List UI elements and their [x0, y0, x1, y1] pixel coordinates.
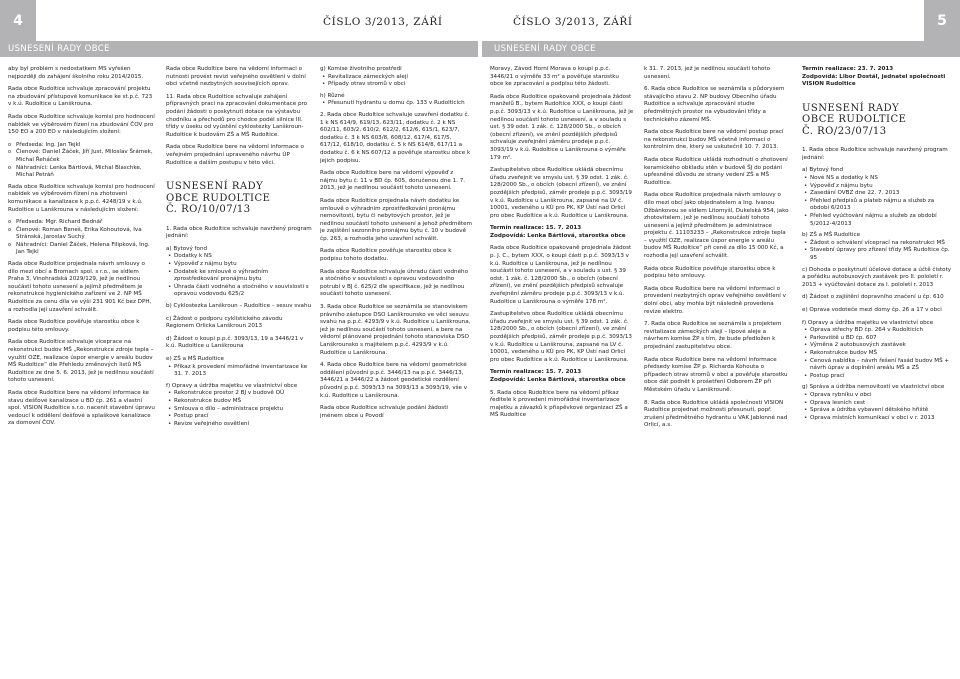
agenda-item-title: c) Dohoda o poskytnutí účelové dotace a účtě čistoty a pořádku autobusových zastávek pro II. pololetí r. 2013 + vyúčtování dotace za I. pololetí r. 2013 — [802, 266, 952, 288]
list-item: • Revitalizace zámeckých alejí — [320, 74, 472, 82]
left-section-bar: USNESENÍ RADY OBCE — [0, 41, 478, 57]
agenda-sublist — [802, 392, 954, 422]
list-item: • Příkaz k provedení mimořádné inventarizace ke 31. 7. 2013 — [166, 364, 312, 379]
paragraph: 11. Rada obce Rudoltice schvaluje zahájení přípravných prací na zpracování dokumentace pro podání žádosti o poskytnutí dotace na výstavbu chodníku a přechodů pro chodce podél silnice III. třídy v úseku od vyústění cyklostezky Lanškroun-Rudoltice k budovám ZŠ a MŠ Rudoltice. — [166, 93, 308, 138]
list-item: • Smlouva o dílo – administrace projektu — [166, 406, 312, 414]
right-page-number: 5 — [924, 0, 960, 41]
paragraph: Rada obce Rudoltice schvaluje komisi pro hodnocení nabídek ve výběrovém řízení na zbudování ČOV pro 150 EO a 200 EO v následujícím složení: — [8, 113, 155, 136]
agenda-item-title: g) Komise životního prostředí — [320, 66, 402, 72]
agenda-sublist — [320, 100, 472, 108]
paragraph: Rada obce Rudoltice schvaluje podání žádosti jménem obce u Povodí — [320, 405, 448, 419]
paragraph: 6. Rada obce Rudoltice se seznámila s půdorysem stávajícího stavu 2. NP budovy Obecního úřadu Rudoltice a schvaluje zpracování studie předmětných prostor na vybudování třídy a technického zázemí MŠ. — [644, 86, 785, 123]
column-3 — [320, 66, 472, 676]
responsible-line: Zodpovídá: Libor Dostál, jednatel společnosti VISION Rudoltice — [802, 73, 946, 88]
list-item: • Přehled vyúčtování nájmu a služeb za období 5/2012-4/2013 — [802, 213, 954, 228]
left-issue-label: ČÍSLO 3/2013, ZÁŘÍ — [323, 16, 443, 28]
agenda-sublist — [802, 327, 954, 380]
column-5 — [644, 66, 790, 676]
list-item: • Správa a údržba vybavení dětského hřiště — [802, 407, 954, 415]
list-item: • Zasedání OVBZ dne 22. 7. 2013 — [802, 190, 954, 198]
list-item: • Rekonstrukce prostor 2 BJ v budově OÚ — [166, 390, 312, 398]
list-item: • Oprava místních komunikací v obci v r. 2013 — [802, 415, 954, 423]
resolution-heading-10-07-13 — [166, 181, 312, 216]
paragraph: 5. Rada obce Rudoltice bere na vědomí příkaz ředitele k provedení mimořádné inventarizace majetku a závazků k přispěvkové organizaci ZŠ a MŠ Rudoltice — [490, 389, 628, 419]
list-item: • Cenová nabídka – návrh řešení fasád budov MŠ + návrh úprav a doplnění areálu MŠ a ZŠ — [802, 358, 954, 373]
paragraph: Rada obce Rudoltice pověřuje starostku obce k podpisu této smlouvy. — [644, 265, 776, 280]
paragraph: Rada obce Rudoltice bere na vědomí postup prací na rekonstrukci budov MŠ včetně informací o kontrolním dne, který se uskutečnil 10. 7. 2013. — [644, 129, 784, 151]
paragraph: Rada obce Rudoltice ukládá rozhodnutí o zhotovení keramického obkladu stěn v budově ŠJ do podání upřesněné důvodu ze strany vedení ZŠ a MŠ Rudoltice. — [644, 156, 788, 186]
heading-line: OBCE RUDOLTICE — [166, 192, 271, 204]
list-item: • Žádost o schválení víceprací na rekonstrukci MŠ — [802, 240, 954, 248]
list-item: • Rekonstrukce budov MŠ — [166, 398, 312, 406]
agenda-sublist — [166, 364, 312, 379]
list-item: • Postup prací — [802, 373, 954, 381]
agenda-sublist — [166, 253, 312, 299]
paragraph: Rada obce Rudoltice schvaluje víceprace na rekonstrukci budov MŠ „Rekonstrukce zdroje tepla – využití OZE, realizace úspor energie v areálu budov MŠ Rudoltice“ dle Přehledu změnových listů MŠ Rudoltice ze dne 5. 6. 2013, jež je nedílnou součástí tohoto usnesení. — [8, 339, 154, 384]
paragraph: 1. Rada obce Rudoltice schvaluje navržený program jednání: — [802, 147, 948, 161]
paragraph: Rada obce Rudoltice schvaluje komisi pro hodnocení nabídek ve výběrovém řízení na zhotovení komunikace a kanalizace k p.p.č. 4248/19 v k.ú. Rudoltice u Lanškrouna v následujícím složení: — [8, 183, 155, 213]
list-item: • Výměna 2 autobusových zastávek — [802, 342, 954, 350]
list-item: • Rekonstrukce budov MŠ — [802, 350, 954, 358]
heading-line: USNESENÍ RADY — [802, 102, 900, 114]
paragraph: Rada obce Rudoltice bere na vědomí informace ke stavu dešťové kanalizace u BD čp. 261 a vlastní spol. VISION Rudoltice s.r.o. nacenit stavební úpravu vedoucí k oddělení dešťové a splaškové kanalizace za domovní ČOV. — [8, 389, 155, 427]
list-item: • Nové NS a dodatky k NS — [802, 175, 954, 183]
right-issue-label: ČÍSLO 3/2013, ZÁŘÍ — [513, 16, 633, 28]
paragraph: 4. Rada obce Rudoltice bere na vědomí geometrické oddělení původní p.p.č. 3446/13 na p.p.č. 3446/13, 3446/21 a 3446/22 a žádost geodetické rozdělení původní p.p.č. 3093/13 na 3093/13 a 3093/19, vše v k.ú. Rudoltice u Lanškrouna. — [320, 362, 468, 399]
paragraph: Rada obce Rudoltice bere na vědomí informace předsedy komise ŽP p. Richarda Kohouta o případech otrav stromů v obci a pověřuje starostku obce dát podnět k prošetření Odborem ŽP při Městském úřadu v Lanškrouně. — [644, 356, 788, 393]
paragraph: Rada obce Rudoltice opakovaně projednala žádost manželů B., bytem Rudoltice XXX, o koupi části p.p.č. 3093/13 v k.ú. Rudoltice u Lanškrouna, jež je nedílnou součástí tohoto usnesení, a v souladu s ust. § 39 odst. 1 zák. č. 128/2000 Sb., o obcích (obecní zřízení), ve znění pozdějších předpisů schvaluje zveřejnění záměru prodeje p.p.č. 3093/19 v k.ú. Rudoltice u Lanškrouna o výměře 179 m². — [490, 93, 634, 161]
heading-line: Č. RO/23/07/13 — [802, 125, 887, 137]
paragraph: Zastupitelstvo obce Rudoltice ukládá obecnímu úřadu zveřejnit ve smyslu ust. § 39 odst. 1 zák. č. 128/2000 Sb., o obcích (obecní zřízení), ve znění pozdějších předpisů, záměr prodeje p.p.č. 3093/13 v k.ú. Rudoltice u Lanškrouna, zapsané na LV č. 10001, vedeného u KÚ pro PK, KP Ústí nad Orlicí pro obec Rudoltice a k.ú. Rudoltice u Lanškrouna. — [490, 311, 632, 363]
paragraph: Rada obce Rudoltice projednala návrh smlouvy o dílo mezi obcí a Bromach spol. s r.o., se sídlem Praha 3, Vinohradská 2029/129, jež je nedílnou součástí tohoto usnesení a jejímž předmětem je rekonstrukce hygienického zařízení ve 2. NP MŠ Rudoltice za cenu díla ve výši 231 901 Kč bez DPH, a rozhodla její uzavření schválit. — [8, 261, 152, 313]
list-item: • Oprava střechy BD čp. 264 v Rudolticích — [802, 327, 954, 335]
paragraph: Rada obce Rudoltice bere na vědomí informaci o provedení nezbytných oprav veřejného osvětlení v dolní obci, aby mohla být následně provedena revize elektro. — [644, 285, 786, 315]
agenda-item-title: c) Žádost o podporu cyklistického závodu Regionem Orlicka Lanškroun 2013 — [166, 315, 283, 330]
agenda-sublist — [802, 240, 954, 263]
list-item: • Oprava rybníku v obci — [802, 392, 954, 400]
top-strip — [0, 0, 960, 41]
deadline-line: Termín realizace: 15. 7. 2013 — [490, 225, 582, 232]
list-item: o Náhradníci: Lenka Bártlová, Michal Blaschke, Michal Petráň — [8, 165, 155, 180]
paragraph: aby byl problém s nedostatkem MŠ vyřešen nejpozději do zahájení školního roku 2014/2015. — [8, 66, 144, 80]
list-item: • Přesunutí hydrantu u domu čp. 133 v Rudolticích — [320, 100, 472, 108]
paragraph: k 31. 7. 2013, jež je nedílnou součástí tohoto usnesení. — [644, 66, 771, 80]
paragraph: Rada obce Rudoltice projednala návrh smlouvy o dílo mezi obcí jako objednatelem a Ing. Ivanou Džbánkovou se sídlem Litomyšl, Dukelská 954, jako zhotovitelem, jež je nedílnou součástí tohoto usnesení a jejímž předmětem je administrace projektu č. 11103233 – „Rekonstrukce zdroje tepla – využití OZE, realizace úspor energie v areálu budov MŠ Rudoltice“ při ceně za dílo 15 000 Kč, a rozhodla její uzavření schválit. — [644, 192, 789, 260]
paragraph: Rada obce Rudoltice projednala návrh dodatku ke smlouvě o výhradním zprostředkování pronájmu nemovitosti, bytu či nebytových prostor, jež je nedílnou součástí tohoto usnesení a jehož předmětem je zajištění sezonního pronájmu bytu č. 10 v budově čp. 263, a rozhodla jeho uzavření schválit. — [320, 197, 472, 242]
left-page-number: 4 — [0, 0, 36, 41]
list-item: • Výpověď z nájmu bytu — [166, 261, 312, 269]
agenda-item-title: a) Bytový fond — [802, 167, 844, 174]
committee-list-cov — [8, 142, 155, 180]
page-gutter — [478, 41, 482, 679]
deadline-line: Termín realizace: 15. 7. 2013 — [490, 369, 582, 376]
list-item: • Stavební úpravy pro zřízení třídy MŠ Rudoltice čp. 95 — [802, 247, 954, 262]
agenda-item-title: f) Opravy a údržba majetku ve vlastnictví obce — [166, 382, 298, 389]
paragraph: Rada obce Rudoltice bere na vědomí informaci o nutnosti provést revizi veřejného osvětlení v dolní obci včetně nezbytných souvisejících oprav. — [166, 66, 306, 88]
list-item: • Revize veřejného osvětlení — [166, 421, 312, 429]
paragraph: 7. Rada obce Rudoltice se seznámila s projektem revitalizace zámeckých alejí – lipové aleje a návrhem komise ŽP s tím, že bude předložen k projednání zastupitelstvu obce. — [644, 321, 782, 350]
agenda-item-title: e) Oprava vodoteče mezi domy čp. 26 a 17 v obci — [802, 306, 942, 313]
paragraph: Rada obce Rudoltice opakovaně projednala žádost p. J. C., bytem XXX, o koupi části p.p.č. 3093/13 v k.ú. Rudoltice u Lanškrouna, jež je nedílnou součástí tohoto usnesení, a v souladu s ust. § 39 odst. 1 zák. č. 128/2000 Sb., o obcích (obecní zřízení), ve znění pozdějších předpisů schvaluje zveřejnění záměru prodeje p.p.č. 3093/13 v k.ú. Rudoltice u Lanškrouna o výměře 178 m². — [490, 245, 632, 305]
list-item: • Dodatek ke smlouvě o výhradním zprostředkování pronájmu bytu — [166, 269, 312, 284]
list-item: • Přehled předpisů a plateb nájmu a služeb za období 6/2013 — [802, 198, 954, 213]
deadline-line: Termín realizace: 23. 7. 2013 — [802, 66, 894, 72]
paragraph: Rada obce Rudoltice pověřuje starostku obce k podpisu této smlouvy. — [8, 319, 140, 333]
agenda-item-title: g) Správa a údržba nemovitostí ve vlastnictví obce — [802, 384, 945, 391]
paragraph: 2. Rada obce Rudoltice schvaluje uzavření dodatku č. 1 k NS 614/9, 619/13, 623/11, dodatku č. 2 k NS 602/11, 603/2, 610/2, 612/2, 612/6, 615/1, 623/7, dodatku č. 3 k NS 603/8, 608/12, 617/4, 617/5, 617/12, 618/10, dodatku č. 5 k NS 614/8, 617/11 a dodatku č. 6 k NS 607/12 a pověřuje starostku obce k jejich podpisu. — [320, 111, 471, 164]
column-6 — [802, 66, 954, 676]
list-item: o Členové: Roman Beneš, Erika Kohoutová, Iva Stránská, Jaroslav Suchý — [8, 227, 155, 242]
paragraph: Rada obce Rudoltice bere na vědomí výpověď z nájmu bytu č. 11 v BD čp. 605, doručenou dne 1. 7. 2013, jež je nedílnou součástí tohoto usnesení. — [320, 170, 466, 192]
heading-line: USNESENÍ RADY — [166, 181, 264, 193]
agenda-item-title: d) Žádost o zajištění dopravního značení u čp. 610 — [802, 294, 944, 301]
agenda-item-title: b) ZŠ a MŠ Rudoltice — [802, 232, 861, 239]
agenda-item-title: f) Opravy a údržba majetku ve vlastnictví obce — [802, 319, 934, 326]
list-item: • Dodatky k NS — [166, 253, 312, 261]
agenda-item-title: d) Žádost o koupi p.p.č. 3093/13, 19 a 3446/21 v k.ú. Rudoltice u Lanškrouna — [166, 335, 304, 350]
list-item: • Oprava lesních cest — [802, 400, 954, 408]
agenda-item-title: e) ZŠ a MŠ Rudoltice — [166, 355, 224, 362]
list-item: • Úhrada části vodného a stočného v souvislosti s opravou vodovodu 625/2 — [166, 284, 312, 299]
paragraph: 3. Rada obce Rudoltice se seznámila se stanoviskem právního zástupce DSO Lanškrounsko ve věci sesuvu svahu na p.p.č. 4293/9 v k.ú. Rudoltice u Lanškrouna, jež je nedílnou součástí tohoto usnesení, a bere na vědomí plánované projednání tohoto stanoviska DSO Lanškrounsko s majitelem p.p.č. 4293/9 v k.ú. Rudoltice u Lanškrouna. — [320, 304, 471, 356]
list-item: o Členové: Daniel Žáček, Jiří Just, Miloslav Šrámek, Michal Řeháček — [8, 149, 155, 164]
resolution-heading-23-07-13 — [802, 103, 954, 138]
list-item: • Výpověď z nájmu bytu — [802, 183, 954, 191]
paragraph: 1. Rada obce Rudoltice schvaluje navržený program jednání: — [166, 225, 312, 240]
responsible-line: Zodpovídá: Lenka Bártlová, starostka obce — [490, 232, 626, 239]
agenda-item-title: b) Cyklostezka Lanškroun – Rudoltice – sesuv svahu — [166, 302, 312, 309]
agenda-item-title: a) Bytový fond — [166, 245, 208, 252]
right-section-bar: USNESENÍ RADY OBCE — [482, 41, 960, 57]
paragraph: Rada obce Rudoltice bere na vědomí informace o veřejném projednání upraveného návrhu ÚP Rudoltice a dalším postupu v této věci. — [166, 144, 304, 166]
paragraph: Moravy, Závod Horní Morava o koupi p.p.č. 3446/21 o výměře 33 m² a pověřuje starostku obce ke zpracování a podpisu této žádosti. — [490, 66, 619, 88]
agenda-sublist — [320, 74, 472, 89]
paragraph: Rada obce Rudoltice schvaluje zpracování projektu na zbudování přístupové komunikace ke st.p.č. 723 v k.ú. Rudoltice u Lanškrouna. — [8, 86, 153, 108]
list-item: o Předseda: Ing. Jan Tejkl — [8, 142, 155, 150]
column-2 — [166, 66, 312, 676]
agenda-item-title: h) Různé — [320, 92, 345, 99]
list-item: • Případy otrav stromů v obci — [320, 81, 472, 89]
list-item: • Parkoviště u BD čp. 607 — [802, 335, 954, 343]
responsible-line: Zodpovídá: Lenka Bártlová, starostka obce — [490, 376, 626, 383]
paragraph: 8. Rada obce Rudoltice ukládá společnosti VISION Rudoltice projednat možnosti přesunutí, popř. zrušení předmětného hydrantu u VAK Jablonné nad Orlicí, a.s. — [644, 399, 788, 429]
list-item: o Předseda: Mgr. Richard Bednář — [8, 219, 155, 227]
paragraph: Rada obce Rudoltice schvaluje úhradu části vodného a stočného v souvislosti s opravou vodovodního potrubí v BJ č. 625/2 dle specifikace, jež je nedílnou součástí tohoto usnesení. — [320, 268, 468, 298]
agenda-sublist — [166, 390, 312, 428]
heading-line: OBCE RUDOLTICE — [802, 114, 907, 126]
list-item: • Postup prací — [166, 413, 312, 421]
agenda-sublist — [802, 175, 954, 228]
paragraph: Rada obce Rudoltice pověřuje starostku obce k podpisu tohoto dodatku. — [320, 248, 452, 263]
column-1 — [8, 66, 155, 676]
committee-list-road — [8, 219, 155, 257]
column-4 — [490, 66, 634, 676]
list-item: o Náhradníci: Daniel Žáček, Helena Filipková, Ing. Jan Tejkl — [8, 242, 155, 257]
heading-line: Č. RO/10/07/13 — [166, 204, 251, 216]
paragraph: Zastupitelstvo obce Rudoltice ukládá obecnímu úřadu zveřejnit ve smyslu ust. § 39 odst. 1 zák. č. 128/2000 Sb., o obcích (obecní zřízení), ve znění pozdějších předpisů, záměr prodeje p.p.č. 3093/19 v k.ú. Rudoltice u Lanškrouna, zapsané na LV č. 10001, vedeného u KÚ pro PK, KP Ústí nad Orlicí pro obec Rudoltice a k.ú. Rudoltice u Lanškrouna. — [490, 167, 632, 219]
